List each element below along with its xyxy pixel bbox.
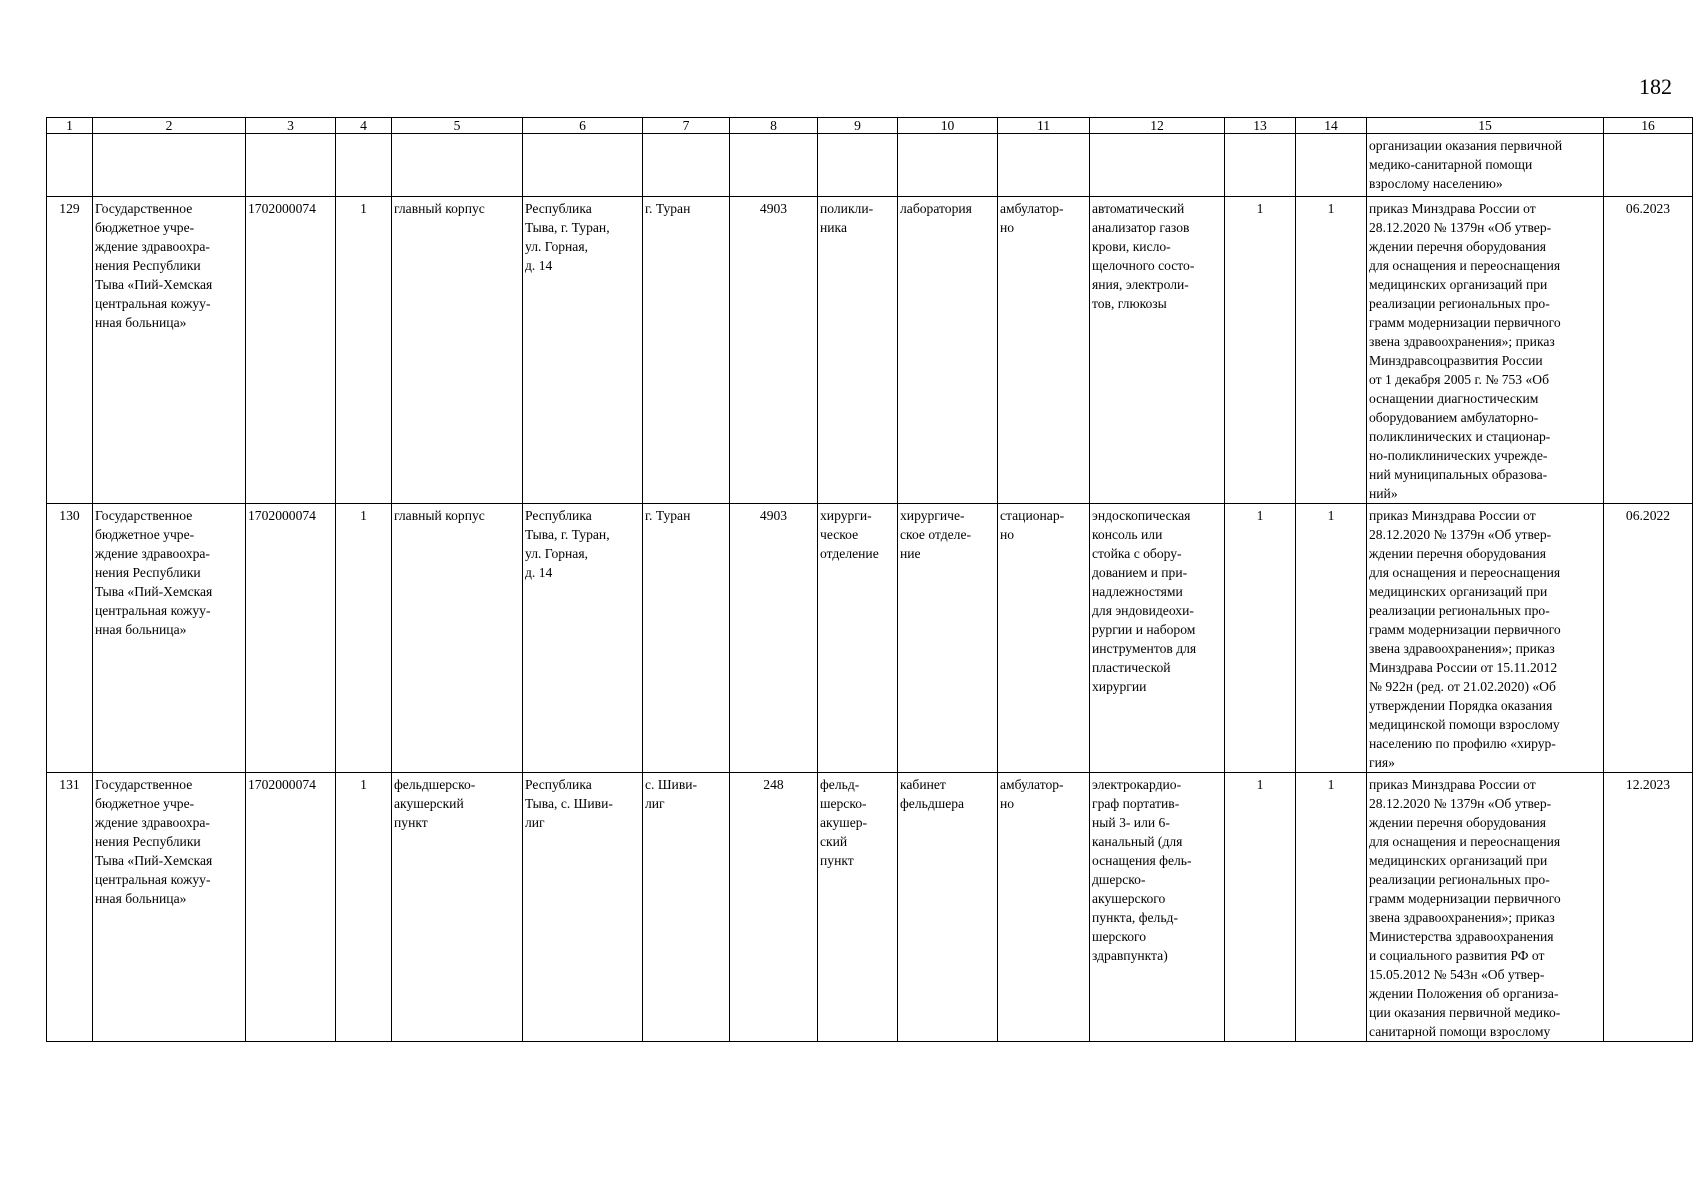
department: [818, 773, 898, 1042]
cell-line: шерского: [1092, 929, 1147, 944]
cell-line: лиг: [645, 796, 665, 811]
cell-line: Минздрава России от 15.11.2012: [1369, 660, 1558, 675]
page-number: 182: [1639, 74, 1672, 99]
building-name: [392, 504, 523, 773]
cell-line: взрослому населению»: [1369, 176, 1503, 191]
cell-line: эндоскопическая: [1092, 508, 1191, 523]
continuation-cell-12: [1090, 134, 1225, 197]
cell-line: Тыва, с. Шиви-: [525, 796, 613, 811]
cell-line: ний муниципальных образова-: [1369, 467, 1548, 482]
row-number: 129: [47, 197, 93, 504]
cell-line: Государственное: [95, 777, 193, 792]
column-number-7: 7: [643, 118, 730, 134]
unit: [898, 504, 998, 773]
legal-basis: [1367, 504, 1604, 773]
cell-line: ждении Положения об организа-: [1369, 986, 1559, 1001]
cell-line: ждение здравоохра-: [95, 239, 210, 254]
equipment-table: [46, 117, 1693, 1042]
cell-line: ждении перечня оборудования: [1369, 815, 1546, 830]
cell-line: нения Республики: [95, 258, 201, 273]
cell-line: медико-санитарной помощи: [1369, 157, 1533, 172]
column-number-8: 8: [730, 118, 818, 134]
cell-line: пункт: [394, 815, 428, 830]
settlement: [643, 773, 730, 1042]
continuation-cell-11: [998, 134, 1090, 197]
cell-line: г. Туран: [645, 508, 691, 523]
cell-line: приказ Минздрава России от: [1369, 777, 1536, 792]
cell-line: для оснащения и переоснащения: [1369, 834, 1561, 849]
cell-line: для оснащения и переоснащения: [1369, 258, 1561, 273]
cell-line: фельдшера: [900, 796, 965, 811]
cell-line: фельдшерско-: [394, 777, 476, 792]
address: [523, 197, 643, 504]
organization-code: 1702000074: [246, 197, 336, 504]
column-number-12: 12: [1090, 118, 1225, 134]
cell-line: дованием и при-: [1092, 565, 1188, 580]
cell-line: ждении перечня оборудования: [1369, 239, 1546, 254]
cell-line: граф портатив-: [1092, 796, 1180, 811]
column-number-4: 4: [336, 118, 392, 134]
cell-line: от 1 декабря 2005 г. № 753 «Об: [1369, 372, 1550, 387]
cell-line: приказ Минздрава России от: [1369, 201, 1536, 216]
unit: [898, 773, 998, 1042]
continuation-cell-9: [818, 134, 898, 197]
column-number-15: 15: [1367, 118, 1604, 134]
cell-line: ный 3- или 6-: [1092, 815, 1170, 830]
cell-line: акушерский: [394, 796, 464, 811]
date: 06.2023: [1604, 197, 1693, 504]
cell-line: звена здравоохранения»; приказ: [1369, 910, 1555, 925]
settlement: [643, 504, 730, 773]
cell-line: и социального развития РФ от: [1369, 948, 1545, 963]
cell-line: 28.12.2020 № 1379н «Об утвер-: [1369, 796, 1552, 811]
cell-line: но: [1000, 796, 1015, 811]
cell-line: организации оказания первичной: [1369, 138, 1563, 153]
cell-line: рургии и набором: [1092, 622, 1196, 637]
cell-line: кабинет: [900, 777, 946, 792]
cell-line: но: [1000, 527, 1015, 542]
cell-line: крови, кисло-: [1092, 239, 1171, 254]
equipment-name: [1090, 197, 1225, 504]
cell-line: но: [1000, 220, 1015, 235]
date: 06.2022: [1604, 504, 1693, 773]
cell-line: нная больница»: [95, 315, 187, 330]
cell-line: центральная кожуу-: [95, 603, 211, 618]
building-name: [392, 197, 523, 504]
cell-line: хирургиче-: [900, 508, 965, 523]
column-number-3: 3: [246, 118, 336, 134]
cell-line: нная больница»: [95, 622, 187, 637]
cell-line: ждение здравоохра-: [95, 815, 210, 830]
cell-line: Республика: [525, 508, 592, 523]
cell-line: ческое: [820, 527, 859, 542]
cell-line: № 922н (ред. от 21.02.2020) «Об: [1369, 679, 1556, 694]
cell-line: лаборатория: [900, 201, 972, 216]
cell-line: д. 14: [525, 258, 553, 273]
table-row: [47, 504, 1693, 773]
cell-line: утверждении Порядка оказания: [1369, 698, 1553, 713]
department: [818, 197, 898, 504]
cell-line: звена здравоохранения»; приказ: [1369, 641, 1555, 656]
cell-line: Минздравсоцразвития России: [1369, 353, 1543, 368]
cell-line: реализации региональных про-: [1369, 296, 1550, 311]
cell-line: главный корпус: [394, 508, 485, 523]
organization-name: [93, 197, 246, 504]
cell-line: консоль или: [1092, 527, 1163, 542]
building-count: 1: [336, 504, 392, 773]
cell-line: шерско-: [820, 796, 867, 811]
cell-line: анализатор газов: [1092, 220, 1190, 235]
column-number-2: 2: [93, 118, 246, 134]
cell-line: амбулатор-: [1000, 201, 1064, 216]
cell-line: ции оказания первичной медико-: [1369, 1005, 1561, 1020]
cell-line: ский: [820, 834, 848, 849]
column-number-6: 6: [523, 118, 643, 134]
cell-line: Тыва, г. Туран,: [525, 527, 610, 542]
cell-line: амбулатор-: [1000, 777, 1064, 792]
cell-line: медицинских организаций при: [1369, 853, 1548, 868]
population: 4903: [730, 504, 818, 773]
cell-line: здравпункта): [1092, 948, 1168, 963]
cell-line: оснащении диагностическим: [1369, 391, 1539, 406]
quantity-a: 1: [1225, 773, 1296, 1042]
row-number: 130: [47, 504, 93, 773]
cell-line: санитарной помощи взрослому: [1369, 1024, 1551, 1039]
cell-line: нения Республики: [95, 834, 201, 849]
cell-line: населению по профилю «хирур-: [1369, 736, 1556, 751]
cell-line: реализации региональных про-: [1369, 603, 1550, 618]
column-number-1: 1: [47, 118, 93, 134]
continuation-cell-3: [246, 134, 336, 197]
cell-line: звена здравоохранения»; приказ: [1369, 334, 1555, 349]
cell-line: электрокардио-: [1092, 777, 1182, 792]
organization-name: [93, 773, 246, 1042]
cell-line: ний»: [1369, 486, 1398, 501]
cell-line: пункт: [820, 853, 854, 868]
continuation-cell-2: [93, 134, 246, 197]
address: [523, 773, 643, 1042]
cell-line: бюджетное учре-: [95, 527, 195, 542]
cell-line: гия»: [1369, 755, 1395, 770]
continuation-cell-6: [523, 134, 643, 197]
cell-line: Тыва «Пий-Хемская: [95, 853, 213, 868]
date: 12.2023: [1604, 773, 1693, 1042]
cell-line: бюджетное учре-: [95, 220, 195, 235]
cell-line: Тыва, г. Туран,: [525, 220, 610, 235]
column-number-9: 9: [818, 118, 898, 134]
cell-line: главный корпус: [394, 201, 485, 216]
cell-line: реализации региональных про-: [1369, 872, 1550, 887]
organization-code: 1702000074: [246, 504, 336, 773]
care-form: [998, 197, 1090, 504]
organization-name: [93, 504, 246, 773]
equipment-name: [1090, 504, 1225, 773]
cell-line: отделение: [820, 546, 879, 561]
cell-line: нения Республики: [95, 565, 201, 580]
quantity-a: 1: [1225, 197, 1296, 504]
equipment-name: [1090, 773, 1225, 1042]
cell-line: ника: [820, 220, 847, 235]
cell-line: Тыва «Пий-Хемская: [95, 277, 213, 292]
unit: [898, 197, 998, 504]
continuation-cell-13: [1225, 134, 1296, 197]
care-form: [998, 504, 1090, 773]
table-body: [47, 118, 1693, 1042]
cell-line: Государственное: [95, 508, 193, 523]
cell-line: ское отделе-: [900, 527, 972, 542]
cell-line: медицинской помощи взрослому: [1369, 717, 1560, 732]
cell-line: центральная кожуу-: [95, 296, 211, 311]
cell-line: стойка с обору-: [1092, 546, 1182, 561]
cell-line: оснащения фель-: [1092, 853, 1192, 868]
cell-line: ул. Горная,: [525, 546, 588, 561]
cell-line: поликлинических и стационар-: [1369, 429, 1551, 444]
cell-line: стационар-: [1000, 508, 1065, 523]
cell-line: акушер-: [820, 815, 868, 830]
building-count: 1: [336, 197, 392, 504]
legal-basis: [1367, 197, 1604, 504]
cell-line: фельд-: [820, 777, 860, 792]
cell-line: ждение здравоохра-: [95, 546, 210, 561]
continuation-cell-8: [730, 134, 818, 197]
row-number: 131: [47, 773, 93, 1042]
cell-line: оборудованием амбулаторно-: [1369, 410, 1539, 425]
column-number-10: 10: [898, 118, 998, 134]
cell-line: канальный (для: [1092, 834, 1183, 849]
cell-line: для эндовидеохи-: [1092, 603, 1194, 618]
cell-line: автоматический: [1092, 201, 1185, 216]
cell-line: поликли-: [820, 201, 874, 216]
cell-line: надлежностями: [1092, 584, 1183, 599]
population: 248: [730, 773, 818, 1042]
department: [818, 504, 898, 773]
cell-line: бюджетное учре-: [95, 796, 195, 811]
continuation-cell-16: [1604, 134, 1693, 197]
column-number-14: 14: [1296, 118, 1367, 134]
cell-line: щелочного состо-: [1092, 258, 1195, 273]
cell-line: Республика: [525, 777, 592, 792]
header-row: [47, 118, 1693, 134]
cell-line: Министерства здравоохранения: [1369, 929, 1554, 944]
cell-line: нная больница»: [95, 891, 187, 906]
cell-line: приказ Минздрава России от: [1369, 508, 1536, 523]
cell-line: центральная кожуу-: [95, 872, 211, 887]
population: 4903: [730, 197, 818, 504]
cell-line: грамм модернизации первичного: [1369, 315, 1561, 330]
organization-code: 1702000074: [246, 773, 336, 1042]
cell-line: 15.05.2012 № 543н «Об утвер-: [1369, 967, 1545, 982]
cell-line: медицинских организаций при: [1369, 584, 1548, 599]
cell-line: ждении перечня оборудования: [1369, 546, 1546, 561]
cell-line: грамм модернизации первичного: [1369, 622, 1561, 637]
address: [523, 504, 643, 773]
legal-basis: [1367, 773, 1604, 1042]
column-number-13: 13: [1225, 118, 1296, 134]
quantity-b: 1: [1296, 504, 1367, 773]
cell-line: хирурги-: [820, 508, 872, 523]
continuation-cell-5: [392, 134, 523, 197]
settlement: [643, 197, 730, 504]
building-count: 1: [336, 773, 392, 1042]
table-row: [47, 773, 1693, 1042]
cell-line: грамм модернизации первичного: [1369, 891, 1561, 906]
cell-line: 28.12.2020 № 1379н «Об утвер-: [1369, 220, 1552, 235]
table-row: [47, 197, 1693, 504]
quantity-a: 1: [1225, 504, 1296, 773]
cell-line: ние: [900, 546, 921, 561]
continuation-cell-1: [47, 134, 93, 197]
continuation-row: [47, 134, 1693, 197]
column-number-5: 5: [392, 118, 523, 134]
cell-line: дшерско-: [1092, 872, 1146, 887]
continuation-cell-4: [336, 134, 392, 197]
continuation-cell-10: [898, 134, 998, 197]
quantity-b: 1: [1296, 773, 1367, 1042]
cell-line: г. Туран: [645, 201, 691, 216]
cell-line: пластической: [1092, 660, 1171, 675]
cell-line: тов, глюкозы: [1092, 296, 1167, 311]
cell-line: Республика: [525, 201, 592, 216]
continuation-cell-7: [643, 134, 730, 197]
cell-line: Государственное: [95, 201, 193, 216]
continuation-cell-14: [1296, 134, 1367, 197]
cell-line: лиг: [525, 815, 545, 830]
quantity-b: 1: [1296, 197, 1367, 504]
column-number-11: 11: [998, 118, 1090, 134]
cell-line: хирургии: [1092, 679, 1147, 694]
cell-line: для оснащения и переоснащения: [1369, 565, 1561, 580]
cell-line: 28.12.2020 № 1379н «Об утвер-: [1369, 527, 1552, 542]
column-number-16: 16: [1604, 118, 1693, 134]
cell-line: пункта, фельд-: [1092, 910, 1178, 925]
care-form: [998, 773, 1090, 1042]
cell-line: медицинских организаций при: [1369, 277, 1548, 292]
cell-line: акушерского: [1092, 891, 1166, 906]
cell-line: но-поликлинических учрежде-: [1369, 448, 1548, 463]
cell-line: ул. Горная,: [525, 239, 588, 254]
cell-line: Тыва «Пий-Хемская: [95, 584, 213, 599]
cell-line: инструментов для: [1092, 641, 1197, 656]
building-name: [392, 773, 523, 1042]
cell-line: с. Шиви-: [645, 777, 698, 792]
continuation-cell-15: [1367, 134, 1604, 197]
cell-line: яния, электроли-: [1092, 277, 1189, 292]
cell-line: д. 14: [525, 565, 553, 580]
